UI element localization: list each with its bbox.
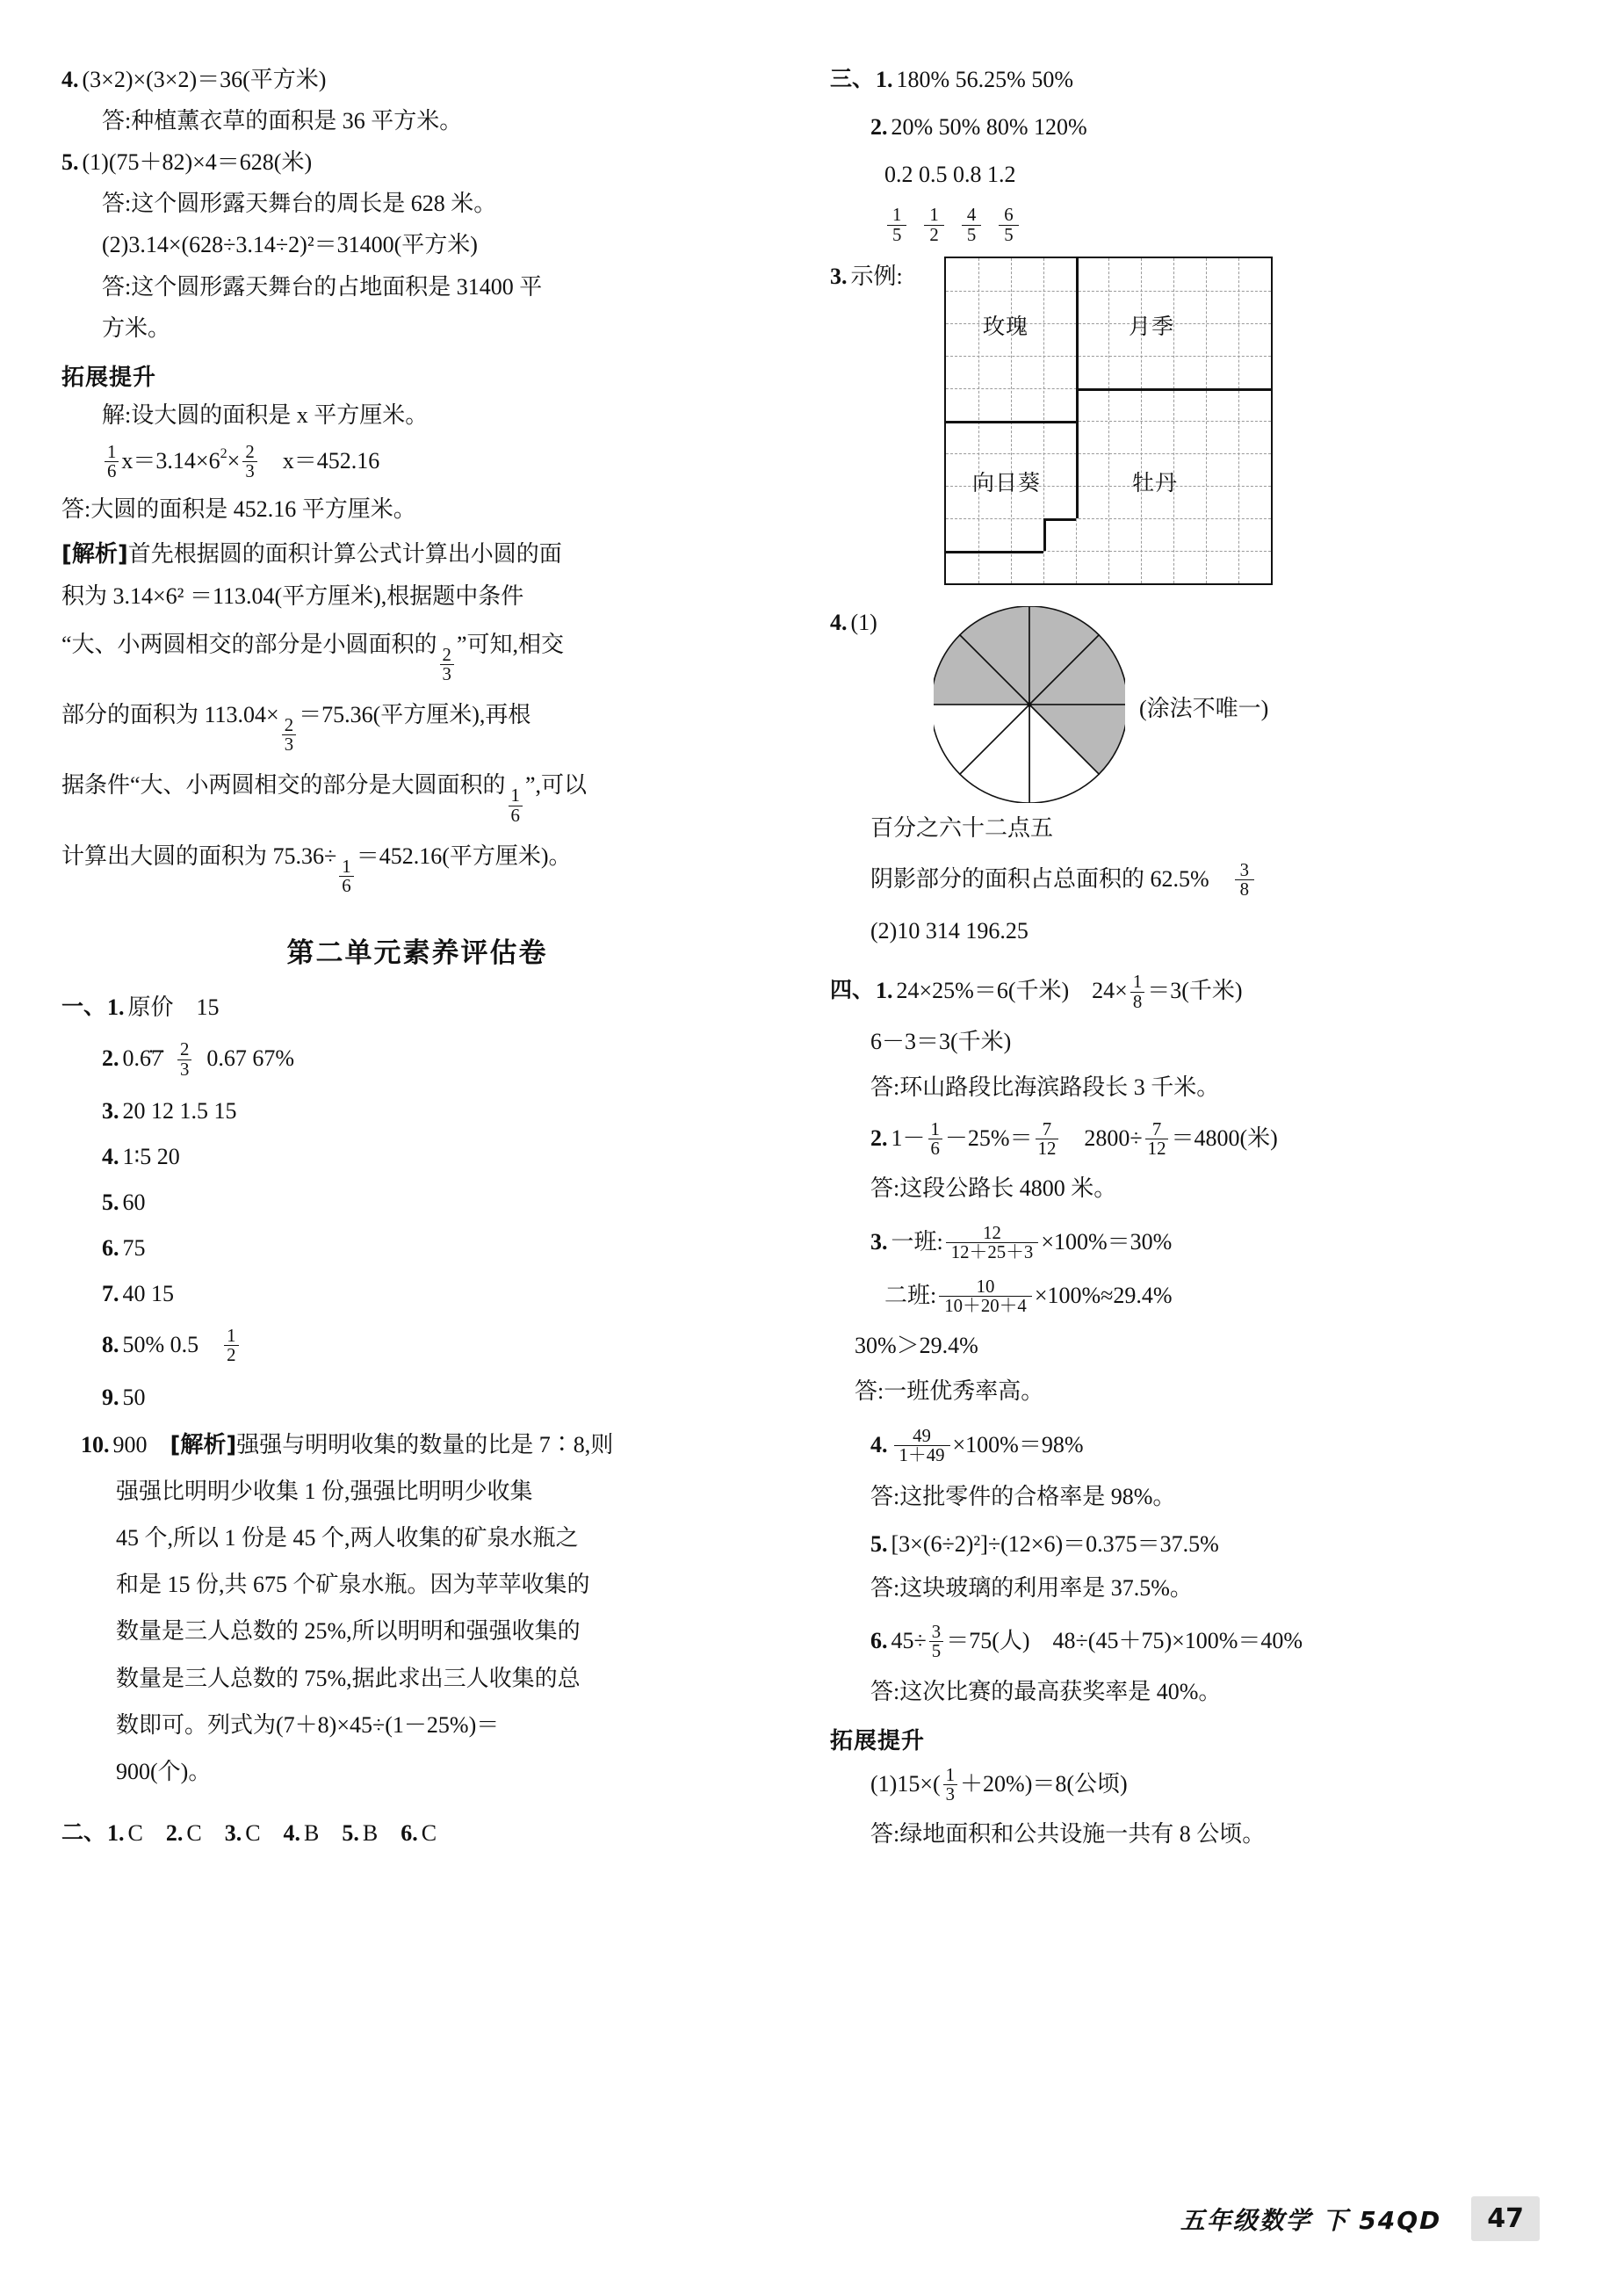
item-text: (3×2)×(3×2)＝36(平方米): [82, 67, 327, 92]
fraction-denominator: 8: [1235, 879, 1254, 899]
item-text: 答:种植薰衣草的面积是 36 平方米。: [102, 108, 463, 134]
analysis-paragraph: [61, 837, 773, 895]
item-text: 答:这个圆形露天舞台的占地面积是 31400 平: [102, 273, 543, 300]
answer-text: 答:这块玻璃的利用率是 37.5%。: [870, 1575, 1193, 1602]
item-text: 原价: [127, 994, 174, 1021]
answer-value: B: [362, 1819, 379, 1846]
list-item: [102, 103, 773, 140]
gridline-v: [1141, 258, 1142, 583]
chinese-percent-text: 百分之六十二点五: [870, 814, 1054, 841]
page-footer: [0, 2196, 1624, 2241]
section-label: 二、: [61, 1819, 106, 1845]
section-one-item-10: [81, 1427, 773, 1464]
item-number: 2.: [165, 1819, 184, 1846]
item-number: 1.: [107, 994, 125, 1021]
grid-label-chinese-rose: 月季: [1129, 313, 1175, 339]
fraction-numerator: 2: [245, 441, 255, 462]
fraction-one-sixth: [928, 1120, 942, 1158]
equation-part: 2800÷: [1084, 1125, 1143, 1151]
list-item: [61, 144, 773, 181]
fraction-two-thirds: [177, 1040, 191, 1078]
fraction-three-eighths: [1235, 861, 1254, 899]
item-number: 6.: [102, 1235, 119, 1262]
fraction-numerator: 1: [107, 441, 117, 462]
item-text: 答:这个圆形露天舞台的周长是 628 米。: [102, 191, 497, 217]
item-text: 900: [112, 1431, 148, 1457]
fraction-two-thirds: [242, 443, 256, 481]
equation-tail: x＝452.16: [282, 447, 380, 474]
item-number: 2.: [870, 114, 888, 141]
section-four-item-5: [870, 1526, 1541, 1563]
section-three-item-2-row2: [884, 156, 1541, 193]
section-four-item-1-answer: [870, 1069, 1541, 1106]
fraction-denominator: 3: [177, 1059, 191, 1079]
answer-value: B: [304, 1819, 320, 1846]
item-label: 示例:: [850, 263, 903, 289]
fraction-one-sixth: [105, 443, 119, 481]
item-number: 7.: [102, 1281, 119, 1307]
fraction-numerator: 49: [913, 1425, 931, 1446]
region-divider-v: [1076, 258, 1079, 388]
list-item: [61, 61, 773, 98]
footer-label: 五年级数学 下 54QD: [1180, 2205, 1442, 2235]
extension-heading: 拓展提升: [61, 364, 157, 391]
section-one-item-3: [102, 1093, 773, 1130]
fraction-seven-twelfths: [1145, 1120, 1169, 1158]
list-item: [102, 310, 773, 347]
fraction-denominator: 12: [1036, 1139, 1059, 1158]
analysis-label: [解析]: [170, 1431, 237, 1458]
extension-heading: 拓展提升: [830, 1727, 926, 1754]
grid-box: [944, 257, 1273, 585]
analysis-paragraph: [116, 1612, 773, 1650]
analysis-part: 和是 15 份,共 675 个矿泉水瓶。因为苹苹收集的: [116, 1572, 590, 1598]
item-number: 4.: [830, 609, 848, 635]
fraction-denominator: 6: [509, 806, 523, 825]
fraction-numerator: 4: [966, 205, 977, 226]
fraction-one-half: [224, 1327, 238, 1364]
fraction-denominator: 5: [929, 1641, 943, 1660]
item-number: 5.: [342, 1819, 359, 1846]
item-text: 方米。: [102, 315, 171, 341]
equation-part: ＝4800(米): [1171, 1125, 1278, 1151]
region-divider-h: [946, 551, 1043, 553]
fraction-seven-twelfths: [1036, 1120, 1059, 1158]
analysis-paragraph: [61, 766, 773, 824]
fraction-denominator: 12＋25＋3: [946, 1242, 1039, 1262]
fraction-denominator: 3: [282, 734, 296, 754]
section-label: 三、: [830, 67, 875, 91]
list-item: [102, 269, 773, 306]
solve-text: 解:设大圆的面积是 x 平方厘米。: [102, 401, 429, 428]
analysis-part: 首先根据圆的面积计算公式计算出小圆的面: [127, 541, 562, 568]
fraction-one-sixth: [509, 786, 523, 824]
answer-text: 答:环山路段比海滨路段长 3 千米。: [870, 1074, 1220, 1100]
fraction-denominator: 3: [242, 461, 256, 481]
fraction-denominator: 1＋49: [894, 1445, 950, 1464]
section-one-item-8: [102, 1327, 773, 1364]
section-one-item-5: [102, 1184, 773, 1221]
answer-text: 答:大圆的面积是 452.16 平方厘米。: [61, 496, 416, 523]
fraction-denominator: 6: [339, 876, 353, 895]
section-one-item-2: [102, 1040, 773, 1078]
list-item: [102, 227, 773, 264]
fraction-four-fifths: [962, 206, 981, 243]
section-one-item-9: [102, 1379, 773, 1416]
fraction-numerator: 3: [1239, 859, 1250, 880]
item-text: 60: [122, 1189, 146, 1215]
section-four-item-6-answer: [870, 1674, 1541, 1710]
fraction-numerator: 2: [180, 1039, 190, 1060]
analysis-part: ”,可以: [524, 772, 587, 799]
region-divider-h: [1043, 518, 1076, 521]
answer-text: 答:这次比赛的最高获奖率是 40%。: [870, 1678, 1222, 1704]
analysis-paragraph: [61, 696, 773, 754]
class-label: 二班:: [884, 1282, 937, 1308]
section-four-item-1-line2: [870, 1023, 1541, 1060]
equation-part: [3×(6÷2)²]÷(12×6)＝0.375＝37.5%: [891, 1531, 1219, 1558]
analysis-paragraph: [116, 1753, 773, 1790]
analysis-paragraph: [116, 1706, 773, 1744]
gridline-v: [1108, 258, 1109, 583]
item-text: (2)10 314 196.25: [870, 918, 1029, 944]
item-text: 20 12 1.5 15: [122, 1097, 237, 1124]
region-divider-h: [946, 421, 1076, 423]
analysis-part: 数即可。列式为(7＋8)×45÷(1－25%)＝: [116, 1711, 500, 1738]
equation-part: 6－3＝3(千米): [870, 1028, 1012, 1054]
shaded-area-line: [870, 861, 1541, 899]
fraction-numerator: 1: [342, 856, 351, 877]
equation-lead: x＝3.14×6: [121, 447, 220, 474]
flower-plot-grid: [944, 257, 1541, 585]
fraction-class-two-rate: [939, 1277, 1032, 1315]
equation-part: ×100%≈29.4%: [1034, 1282, 1173, 1308]
section-label: 一、: [61, 994, 106, 1020]
fraction-denominator: 6: [928, 1139, 942, 1158]
list-item: [102, 185, 773, 222]
fraction-numerator: 1: [945, 1764, 956, 1785]
unit-title: 第二单元素养评估卷: [286, 937, 548, 970]
pie-note: (涂法不唯一): [1139, 695, 1269, 721]
analysis-part: 45 个,所以 1 份是 45 个,两人收集的矿泉水瓶之: [116, 1525, 579, 1551]
analysis-part: 强强与明明收集的数量的比是 7∶8,则: [236, 1431, 614, 1457]
fraction-one-third: [943, 1766, 957, 1804]
fraction-numerator: 1: [892, 205, 902, 226]
item-number: 4.: [870, 1431, 888, 1457]
item-number: 3.: [870, 1228, 888, 1255]
item-extra: 15: [196, 994, 220, 1021]
item-text: 75: [122, 1235, 146, 1262]
section-four-item-6: [870, 1623, 1541, 1660]
fraction-denominator: 5: [887, 225, 906, 244]
analysis-part: 数量是三人总数的 25%,所以明明和强强收集的: [116, 1618, 581, 1645]
fraction-one-half: [924, 206, 943, 243]
equation-part: 45÷: [891, 1628, 927, 1654]
answer-text: 答:这批零件的合格率是 98%。: [870, 1483, 1176, 1509]
fraction-one-eighth: [1130, 973, 1144, 1010]
section-four-item-2-answer: [870, 1170, 1541, 1207]
section-four-item-4-answer: [870, 1479, 1541, 1515]
section-four-item-3-answer: [855, 1373, 1541, 1410]
equation-part: (1)15×(: [870, 1770, 941, 1797]
item-number: 4.: [61, 67, 79, 92]
item-number: 3.: [102, 1097, 119, 1124]
analysis-part: 强强比明明少收集 1 份,强强比明明少收集: [116, 1478, 533, 1504]
item-part-label: (1): [850, 609, 877, 635]
answer-text: 答:绿地面积和公共设施一共有 8 公顷。: [870, 1821, 1266, 1848]
item-number: 6.: [401, 1819, 418, 1846]
repeating-decimal: 0.6̇7̇: [122, 1045, 162, 1072]
region-divider-v: [1076, 388, 1079, 518]
fraction-one-fifth: [887, 206, 906, 243]
item-4-label-row: [830, 604, 877, 641]
fraction-numerator: 12: [983, 1222, 1001, 1243]
equation-part: ＝75(人): [946, 1628, 1030, 1654]
fraction-denominator: 2: [924, 225, 943, 244]
analysis-part: 900(个)。: [116, 1758, 212, 1784]
analysis-paragraph: [116, 1472, 773, 1510]
section-two-answers: [61, 1815, 773, 1852]
item-text: (1)(75＋82)×4＝628(米): [82, 149, 313, 176]
fraction-two-thirds: [282, 716, 296, 754]
equation-part: 24×: [1092, 978, 1128, 1004]
item-number: 10.: [81, 1431, 110, 1457]
equation-part: 24×25%＝6(千米): [896, 978, 1070, 1004]
equation-part: －25%＝: [944, 1125, 1033, 1151]
analysis-paragraph: [116, 1566, 773, 1603]
analysis-paragraph: [116, 1519, 773, 1557]
fraction-numerator: 1: [510, 785, 520, 806]
gridline-v: [1238, 258, 1239, 583]
section-four-item-2: [870, 1120, 1541, 1158]
section-three-item-1: [830, 61, 1541, 98]
section-four-item-1: [830, 973, 1541, 1010]
grid-label-rose: 玫瑰: [983, 313, 1029, 339]
item-number: 1.: [107, 1819, 125, 1846]
section-three-item-2: [870, 109, 1541, 146]
analysis-part: ＝75.36(平方厘米),再根: [299, 702, 531, 728]
item-number: 1.: [876, 978, 893, 1004]
equation-part: 48÷(45＋75)×100%＝40%: [1052, 1628, 1303, 1654]
item-number: 6.: [870, 1628, 888, 1654]
analysis-part: ”可知,相交: [456, 631, 564, 657]
shaded-area-text: 阴影部分的面积占总面积的 62.5%: [870, 865, 1209, 892]
answer-value: C: [186, 1819, 202, 1846]
fraction-denominator: 12: [1145, 1139, 1169, 1158]
section-four-item-3-line1: [870, 1224, 1541, 1262]
fraction-numerator: 7: [1042, 1118, 1052, 1139]
item-text: 40 15: [122, 1281, 174, 1307]
item-number: 5.: [61, 149, 79, 176]
comparison-text: 30%＞29.4%: [855, 1333, 978, 1359]
analysis-paragraph: [61, 626, 773, 683]
analysis-part: 据条件“大、小两圆相交的部分是大圆面积的: [61, 772, 506, 799]
item-number: 2.: [870, 1125, 888, 1151]
fraction-numerator: 2: [442, 644, 451, 665]
item-rest: 0.67 67%: [206, 1045, 295, 1072]
fraction-one-sixth: [339, 857, 353, 895]
item-number: 5.: [870, 1531, 888, 1558]
right-column: [830, 61, 1541, 1857]
gridline-v: [1206, 258, 1207, 583]
grid-label-sunflower: 向日葵: [972, 469, 1042, 495]
pie-svg: [934, 606, 1125, 803]
equation-part: 1－: [891, 1125, 926, 1151]
region-divider-v: [1043, 518, 1046, 551]
fraction-numerator: 1: [1132, 972, 1143, 993]
item-number: 1.: [876, 67, 893, 92]
fraction-two-thirds: [440, 646, 454, 683]
analysis-label: [解析]: [61, 541, 128, 568]
fraction-denominator: 2: [224, 1345, 238, 1364]
section-one-item-7: [102, 1276, 773, 1313]
class-label: 一班:: [891, 1228, 943, 1255]
fraction-denominator: 8: [1130, 992, 1144, 1011]
equation-mid: ×: [227, 447, 241, 474]
section-four-item-4: [870, 1427, 1541, 1464]
item-number: 8.: [102, 1332, 119, 1358]
fraction-denominator: 3: [943, 1784, 957, 1804]
section-one-item-1: [61, 989, 773, 1026]
section-four-item-3-line3: [855, 1327, 1541, 1364]
item-text: 1∶5 20: [122, 1143, 180, 1169]
region-divider-h: [1076, 388, 1271, 391]
extension-equation: [870, 1766, 1541, 1804]
item-number: 3.: [830, 263, 848, 289]
fraction-three-fifths: [929, 1623, 943, 1660]
analysis-part: 部分的面积为 113.04×: [61, 702, 279, 728]
fraction-numerator: 1: [930, 1118, 940, 1139]
fraction-denominator: 5: [962, 225, 981, 244]
analysis-part: 计算出大圆的面积为 75.36÷: [61, 842, 337, 869]
answer-text: 答:一班优秀率高。: [855, 1378, 1044, 1405]
fraction-qualified-rate: [894, 1427, 950, 1464]
section-three-item-3: [830, 257, 1541, 601]
fraction-six-fifths: [999, 206, 1018, 243]
item-text: (2)3.14×(628÷3.14÷2)²＝31400(平方米): [102, 232, 478, 258]
page-number-badge: 47: [1471, 2196, 1540, 2241]
item-text: 50: [122, 1384, 146, 1410]
fraction-numerator: 2: [284, 715, 294, 736]
section-four-item-5-answer: [870, 1570, 1541, 1607]
solve-line: [102, 397, 773, 434]
item-text: 0.2 0.5 0.8 1.2: [884, 162, 1016, 188]
fraction-numerator: 10: [976, 1276, 995, 1297]
fraction-denominator: 10＋20＋4: [939, 1296, 1032, 1315]
fraction-numerator: 7: [1151, 1118, 1162, 1139]
analysis-paragraph: [61, 577, 773, 615]
section-one-item-6: [102, 1230, 773, 1267]
analysis-part: ＝452.16(平方厘米)。: [356, 842, 572, 869]
left-column: [61, 61, 773, 1856]
gridline-v: [1173, 258, 1174, 583]
analysis-paragraph: [61, 535, 773, 574]
grid-label-peony: 牡丹: [1132, 469, 1179, 495]
item-3-label-row: [830, 258, 903, 295]
equation-part: ×100%＝98%: [952, 1431, 1084, 1457]
equation-part: ＝3(千米): [1147, 978, 1243, 1004]
fraction-numerator: 3: [931, 1622, 942, 1643]
item-text: 20% 50% 80% 120%: [891, 114, 1087, 141]
fraction-numerator: 1: [227, 1326, 236, 1347]
fraction-denominator: 5: [999, 225, 1018, 244]
equation-line: [102, 443, 773, 481]
fraction-numerator: 6: [1004, 205, 1014, 226]
section-four-item-3-line2: [884, 1277, 1541, 1315]
section-label: 四、: [830, 978, 875, 1003]
analysis-part: 积为 3.14×6² ＝113.04(平方厘米),根据题中条件: [61, 582, 524, 609]
chinese-percent-line: [870, 810, 1541, 847]
exponent: 2: [220, 445, 227, 461]
item-number: 5.: [102, 1189, 119, 1215]
answer-line: [61, 491, 773, 528]
item-text: 50% 0.5: [122, 1332, 199, 1358]
item-number: 4.: [102, 1143, 119, 1169]
section-one-item-4: [102, 1139, 773, 1175]
fraction-denominator: 3: [440, 664, 454, 683]
extension-answer: [870, 1816, 1541, 1853]
analysis-paragraph: [116, 1660, 773, 1697]
item-number: 9.: [102, 1384, 119, 1410]
answer-text: 答:这段公路长 4800 米。: [870, 1175, 1117, 1202]
section-three-item-2-row3: [884, 206, 1541, 243]
answer-value: C: [127, 1819, 143, 1846]
fraction-denominator: 6: [105, 461, 119, 481]
analysis-part: 数量是三人总数的 75%,据此求出三人收集的总: [116, 1665, 581, 1691]
equation-part: ＋20%)＝8(公顷): [960, 1770, 1128, 1797]
section-three-item-4: [830, 604, 1541, 815]
item-text: 180% 56.25% 50%: [896, 67, 1073, 92]
answer-value: C: [421, 1819, 437, 1846]
analysis-part: “大、小两圆相交的部分是小圆面积的: [61, 631, 437, 657]
item-number: 3.: [224, 1819, 242, 1846]
item-number: 2.: [102, 1045, 119, 1072]
item-number: 4.: [283, 1819, 301, 1846]
equation-part: ×100%＝30%: [1041, 1228, 1173, 1255]
item-4-part-2: [870, 913, 1541, 950]
fraction-class-one-rate: [946, 1224, 1039, 1262]
answer-value: C: [245, 1819, 261, 1846]
fraction-numerator: 1: [929, 205, 939, 226]
pie-chart-shaded-fraction: [934, 606, 1125, 807]
